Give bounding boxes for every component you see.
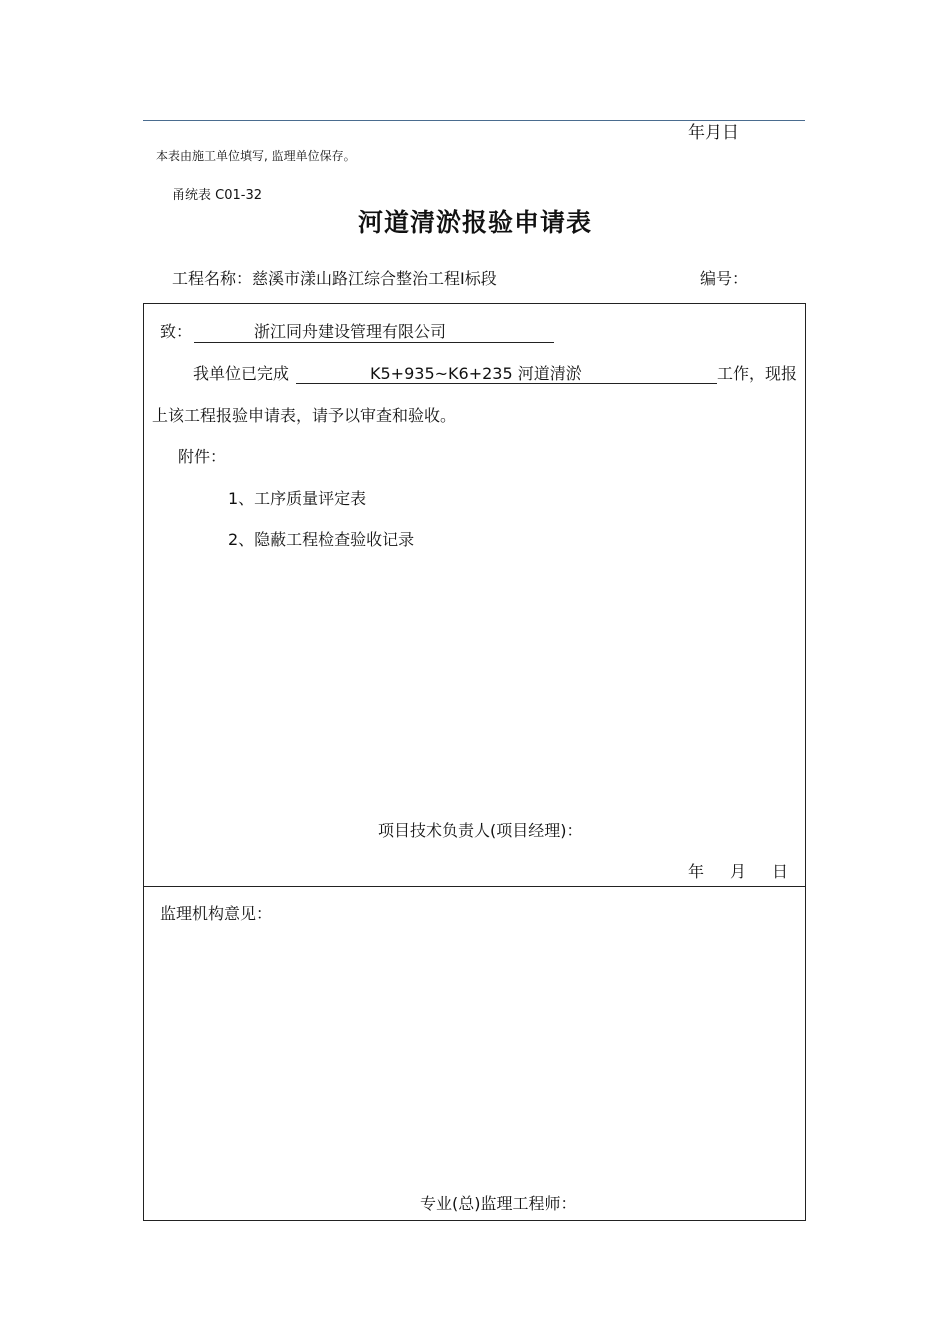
signer-label: 项目技术负责人(项目经理)： xyxy=(378,821,583,840)
completed-work: K5+935~K6+235 河道清淤 xyxy=(370,364,582,383)
work-underline xyxy=(296,383,717,384)
completed-prefix: 我单位已完成 xyxy=(193,364,290,383)
to-underline xyxy=(194,342,554,343)
attachment-item: 1、工序质量评定表 xyxy=(228,489,367,508)
to-company: 浙江同舟建设管理有限公司 xyxy=(254,322,447,341)
date-month: 月 xyxy=(730,862,747,881)
form-number-code: 甬统表 C01-32 xyxy=(172,188,262,203)
application-section xyxy=(143,303,806,887)
attachment-item: 2、隐蔽工程检查验收记录 xyxy=(228,530,415,549)
header-date: 年月日 xyxy=(688,123,739,143)
project-name: 工程名称：慈溪市漾山路江综合整治工程Ⅰ标段 xyxy=(172,269,497,288)
opinion-label: 监理机构意见： xyxy=(160,904,273,923)
date-year: 年 xyxy=(688,862,705,881)
to-label: 致： xyxy=(160,322,193,341)
serial-number-label: 编号： xyxy=(700,269,749,288)
form-note: 本表由施工单位填写, 监理单位保存。 xyxy=(156,149,356,163)
completed-suffix: 工作，现报 xyxy=(717,364,798,383)
page-title: 河道清淤报验申请表 xyxy=(357,208,592,237)
supervision-section xyxy=(143,886,806,1221)
engineer-label: 专业(总)监理工程师： xyxy=(420,1194,577,1213)
attachments-label: 附件： xyxy=(178,447,227,466)
date-day: 日 xyxy=(772,862,789,881)
request-line: 上该工程报验申请表，请予以审查和验收。 xyxy=(152,406,457,425)
